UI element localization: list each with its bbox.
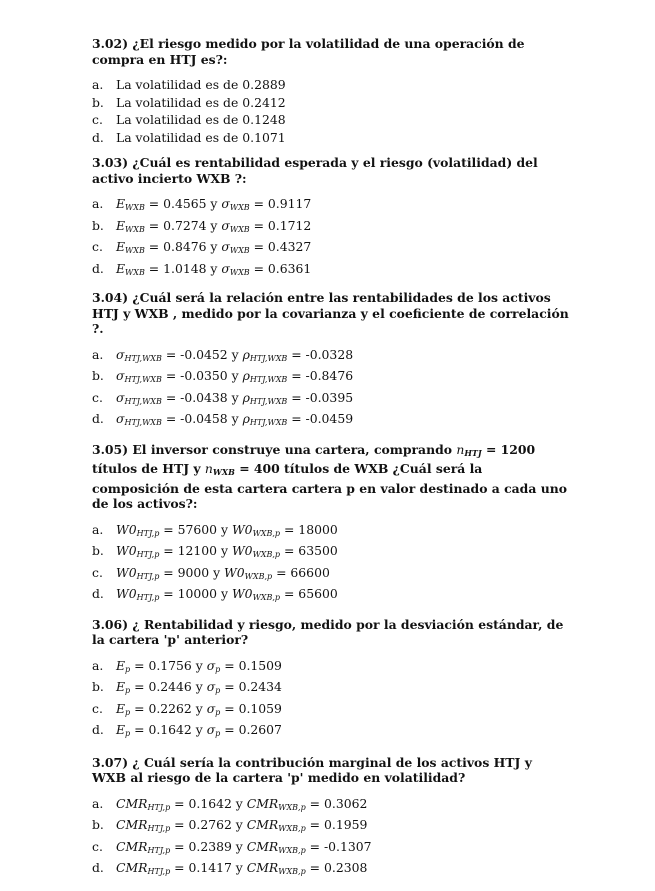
- option-a[interactable]: a. $E_p = 0.1756$ y $\sigma_p = 0.1509$: [92, 657, 282, 674]
- options-list: [92, 795, 570, 881]
- question-3-07: [92, 755, 570, 881]
- question-3-05: [92, 442, 570, 607]
- question-text: 3.05) El inversor construye una cartera, comprando $n_{HTJ} = 1200$ títulos de HTJ y $n_{WXB} = 400$ títulos de WXB ¿Cuál será la composición de esta cartera cartera p en valor destinado a cada uno de los activos?:: [92, 441, 567, 511]
- question-3-02: [92, 36, 570, 146]
- option-b[interactable]: b. $W0_{HTJ,p} = 12100$ y $W0_{WXB,p} = 63500$: [92, 543, 338, 559]
- option-c[interactable]: c. $E_p = 0.2262$ y $\sigma_p = 0.1059$: [92, 700, 282, 717]
- question-3-04: [92, 290, 570, 432]
- option-c[interactable]: c. $E_{WXB} = 0.8476$ y $\sigma_{WXB} = 0.4327$: [92, 239, 312, 255]
- question-text: 3.02) ¿El riesgo medido por la volatilidad de una operación de compra en HTJ es?:: [92, 36, 525, 67]
- option-b[interactable]: b. $E_{WXB} = 0.7274$ y $\sigma_{WXB} = 0.1712$: [92, 217, 312, 234]
- question-3-03: [92, 155, 570, 281]
- option-a[interactable]: a. $E_{WXB} = 0.4565$ y $\sigma_{WXB} = 0.9117$: [92, 196, 312, 212]
- option-b[interactable]: b. $CMR_{HTJ,p} = 0.2762$ y $CMR_{WXB,p} = 0.1959$: [92, 817, 368, 833]
- option-a[interactable]: a. La volatilidad es de 0.2889: [92, 77, 286, 92]
- option-c[interactable]: c. $W0_{HTJ,p} = 9000$ y $W0_{WXB,p} = 66600$: [92, 564, 330, 581]
- option-d[interactable]: d. $CMR_{HTJ,p} = 0.1417$ y $CMR_{WXB,p} = 0.2308$: [92, 860, 368, 876]
- question-text: 3.03) ¿Cuál es rentabilidad esperada y el riesgo (volatilidad) del activo incierto WXB ?:: [92, 155, 538, 186]
- option-a[interactable]: a. $\sigma_{HTJ,WXB} = -0.0452$ y $\rho_{HTJ,WXB} = -0.0328$: [92, 346, 354, 363]
- option-c[interactable]: c. $CMR_{HTJ,p} = 0.2389$ y $CMR_{WXB,p} = -0.1307$: [92, 838, 372, 855]
- option-d[interactable]: d. $W0_{HTJ,p} = 10000$ y $W0_{WXB,p} = 65600$: [92, 586, 338, 602]
- option-d[interactable]: d. La volatilidad es de 0.1071: [92, 129, 286, 145]
- option-b[interactable]: b. $E_p = 0.2446$ y $\sigma_p = 0.2434$: [92, 679, 282, 695]
- exam-page: [92, 36, 570, 891]
- options-list: [92, 195, 570, 281]
- option-d[interactable]: d. $E_p = 0.1642$ y $\sigma_p = 0.2607$: [92, 722, 282, 738]
- question-3-06: [92, 617, 570, 743]
- option-a[interactable]: a. $CMR_{HTJ,p} = 0.1642$ y $CMR_{WXB,p} = 0.3062$: [92, 795, 368, 812]
- option-d[interactable]: d. $\sigma_{HTJ,WXB} = -0.0458$ y $\rho_{HTJ,WXB} = -0.0459$: [92, 411, 354, 427]
- option-c[interactable]: c. $\sigma_{HTJ,WXB} = -0.0438$ y $\rho_{HTJ,WXB} = -0.0395$: [92, 389, 354, 406]
- question-text: 3.07) ¿ Cuál sería la contribución marginal de los activos HTJ y WXB al riesgo de la cartera 'p' medido en volatilidad?: [92, 754, 532, 785]
- option-c[interactable]: c. La volatilidad es de 0.1248: [92, 112, 286, 127]
- option-b[interactable]: b. $\sigma_{HTJ,WXB} = -0.0350$ y $\rho_{HTJ,WXB} = -0.8476$: [92, 368, 354, 384]
- option-a[interactable]: a. $W0_{HTJ,p} = 57600$ y $W0_{WXB,p} = 18000$: [92, 521, 338, 538]
- options-list: [92, 346, 570, 432]
- question-text: 3.04) ¿Cuál será la relación entre las rentabilidades de los activos HTJ y WXB , medido por la covarianza y el coeficiente de correlación ?.: [92, 290, 569, 336]
- option-d[interactable]: d. $E_{WXB} = 1.0148$ y $\sigma_{WXB} = 0.6361$: [92, 260, 312, 277]
- option-b[interactable]: b. La volatilidad es de 0.2412: [92, 94, 286, 110]
- options-list: [92, 521, 570, 607]
- options-list: [92, 657, 570, 743]
- options-list: [92, 76, 570, 146]
- question-text: 3.06) ¿ Rentabilidad y riesgo, medido por la desviación estándar, de la cartera 'p' anterior?: [92, 616, 564, 647]
